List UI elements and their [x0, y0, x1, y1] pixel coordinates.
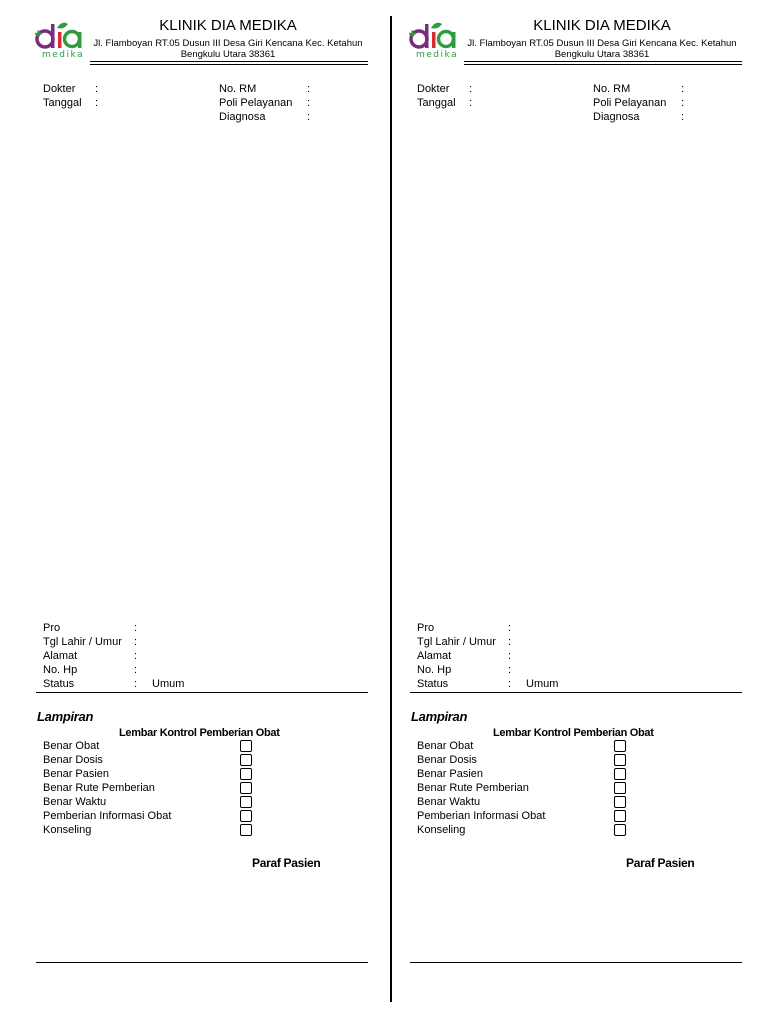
signature-line	[36, 962, 368, 963]
diagnosa-label: Diagnosa	[219, 111, 266, 123]
colon: :	[681, 111, 685, 123]
colon: :	[508, 650, 512, 662]
colon: :	[508, 664, 512, 676]
checklist-item-label: Benar Waktu	[43, 796, 107, 808]
no-rm-label: No. RM	[219, 83, 257, 95]
clinic-address-line1: Jl. Flamboyan RT.05 Dusun III Desa Giri Kencana Kec. Ketahun	[467, 38, 737, 49]
colon: :	[508, 678, 512, 690]
checklist-item-label: Benar Waktu	[417, 796, 481, 808]
tgl-lahir-label: Tgl Lahir / Umur	[43, 636, 122, 648]
checklist-item-label: Pemberian Informasi Obat	[43, 810, 172, 822]
colon: :	[508, 622, 512, 634]
checklist-item-label: Konseling	[417, 824, 466, 836]
lembar-kontrol-title: Lembar Kontrol Pemberian Obat	[493, 727, 654, 739]
checkbox-benar-waktu[interactable]	[614, 796, 626, 808]
tanggal-label: Tanggal	[43, 97, 82, 109]
checkbox-informasi-obat[interactable]	[614, 810, 626, 822]
prescription-sheet-right	[408, 0, 748, 1024]
colon: :	[134, 636, 138, 648]
tanggal-label: Tanggal	[417, 97, 456, 109]
dokter-label: Dokter	[43, 83, 76, 95]
pro-label: Pro	[417, 622, 435, 634]
checklist-item-label: Benar Pasien	[43, 768, 110, 780]
status-value: Umum	[526, 678, 559, 690]
alamat-label: Alamat	[417, 650, 452, 662]
checkbox-benar-obat[interactable]	[240, 740, 252, 752]
checkbox-benar-pasien[interactable]	[614, 768, 626, 780]
colon: :	[134, 664, 138, 676]
colon: :	[95, 97, 99, 109]
checklist-item-label: Benar Rute Pemberian	[417, 782, 529, 794]
status-value: Umum	[152, 678, 185, 690]
checkbox-benar-pasien[interactable]	[240, 768, 252, 780]
paraf-pasien-label: Paraf Pasien	[252, 856, 321, 870]
header-rule	[90, 61, 368, 62]
colon: :	[469, 97, 473, 109]
checkbox-benar-rute[interactable]	[240, 782, 252, 794]
colon: :	[134, 622, 138, 634]
clinic-address-line1: Jl. Flamboyan RT.05 Dusun III Desa Giri Kencana Kec. Ketahun	[93, 38, 363, 49]
checklist-item-label: Pemberian Informasi Obat	[417, 810, 546, 822]
checklist-item-label: Benar Rute Pemberian	[43, 782, 155, 794]
prescription-sheet-left	[34, 0, 374, 1024]
clinic-name: KLINIK DIA MEDIKA	[159, 17, 297, 34]
checklist-item-label: Konseling	[43, 824, 92, 836]
lampiran-title: Lampiran	[411, 709, 468, 724]
no-rm-label: No. RM	[593, 83, 631, 95]
dia-logo-icon	[34, 20, 88, 52]
no-hp-label: No. Hp	[417, 664, 452, 676]
colon: :	[134, 678, 138, 690]
colon: :	[307, 111, 311, 123]
clinic-address-line2: Bengkulu Utara 38361	[180, 49, 276, 60]
paraf-pasien-label: Paraf Pasien	[626, 856, 695, 870]
colon: :	[508, 636, 512, 648]
checkbox-konseling[interactable]	[240, 824, 252, 836]
alamat-label: Alamat	[43, 650, 78, 662]
clinic-address-line2: Bengkulu Utara 38361	[554, 49, 650, 60]
checkbox-benar-waktu[interactable]	[240, 796, 252, 808]
colon: :	[307, 83, 311, 95]
colon: :	[134, 650, 138, 662]
clinic-name: KLINIK DIA MEDIKA	[533, 17, 671, 34]
colon: :	[307, 97, 311, 109]
checklist-item-label: Benar Pasien	[417, 768, 484, 780]
status-label: Status	[43, 678, 75, 690]
colon: :	[681, 83, 685, 95]
signature-line	[410, 962, 742, 963]
section-rule	[36, 692, 368, 693]
checkbox-benar-rute[interactable]	[614, 782, 626, 794]
logo-subtext: medika	[416, 50, 459, 60]
checkbox-konseling[interactable]	[614, 824, 626, 836]
clinic-logo	[408, 20, 462, 62]
lampiran-title: Lampiran	[37, 709, 94, 724]
clinic-logo	[34, 20, 88, 62]
page-divider	[390, 16, 392, 1002]
colon: :	[469, 83, 473, 95]
logo-subtext: medika	[42, 50, 85, 60]
tgl-lahir-label: Tgl Lahir / Umur	[417, 636, 496, 648]
section-rule	[410, 692, 742, 693]
poli-label: Poli Pelayanan	[593, 97, 667, 109]
colon: :	[681, 97, 685, 109]
status-label: Status	[417, 678, 449, 690]
lembar-kontrol-title: Lembar Kontrol Pemberian Obat	[119, 727, 280, 739]
header-rule	[90, 64, 368, 65]
no-hp-label: No. Hp	[43, 664, 78, 676]
header-rule	[464, 61, 742, 62]
checkbox-benar-dosis[interactable]	[614, 754, 626, 766]
checklist-item-label: Benar Dosis	[417, 754, 477, 766]
pro-label: Pro	[43, 622, 61, 634]
checklist-item-label: Benar Dosis	[43, 754, 103, 766]
diagnosa-label: Diagnosa	[593, 111, 640, 123]
dia-logo-icon	[408, 20, 462, 52]
colon: :	[95, 83, 99, 95]
checkbox-benar-obat[interactable]	[614, 740, 626, 752]
checkbox-benar-dosis[interactable]	[240, 754, 252, 766]
dokter-label: Dokter	[417, 83, 450, 95]
poli-label: Poli Pelayanan	[219, 97, 293, 109]
header-rule	[464, 64, 742, 65]
checkbox-informasi-obat[interactable]	[240, 810, 252, 822]
checklist-item-label: Benar Obat	[417, 740, 474, 752]
checklist-item-label: Benar Obat	[43, 740, 100, 752]
